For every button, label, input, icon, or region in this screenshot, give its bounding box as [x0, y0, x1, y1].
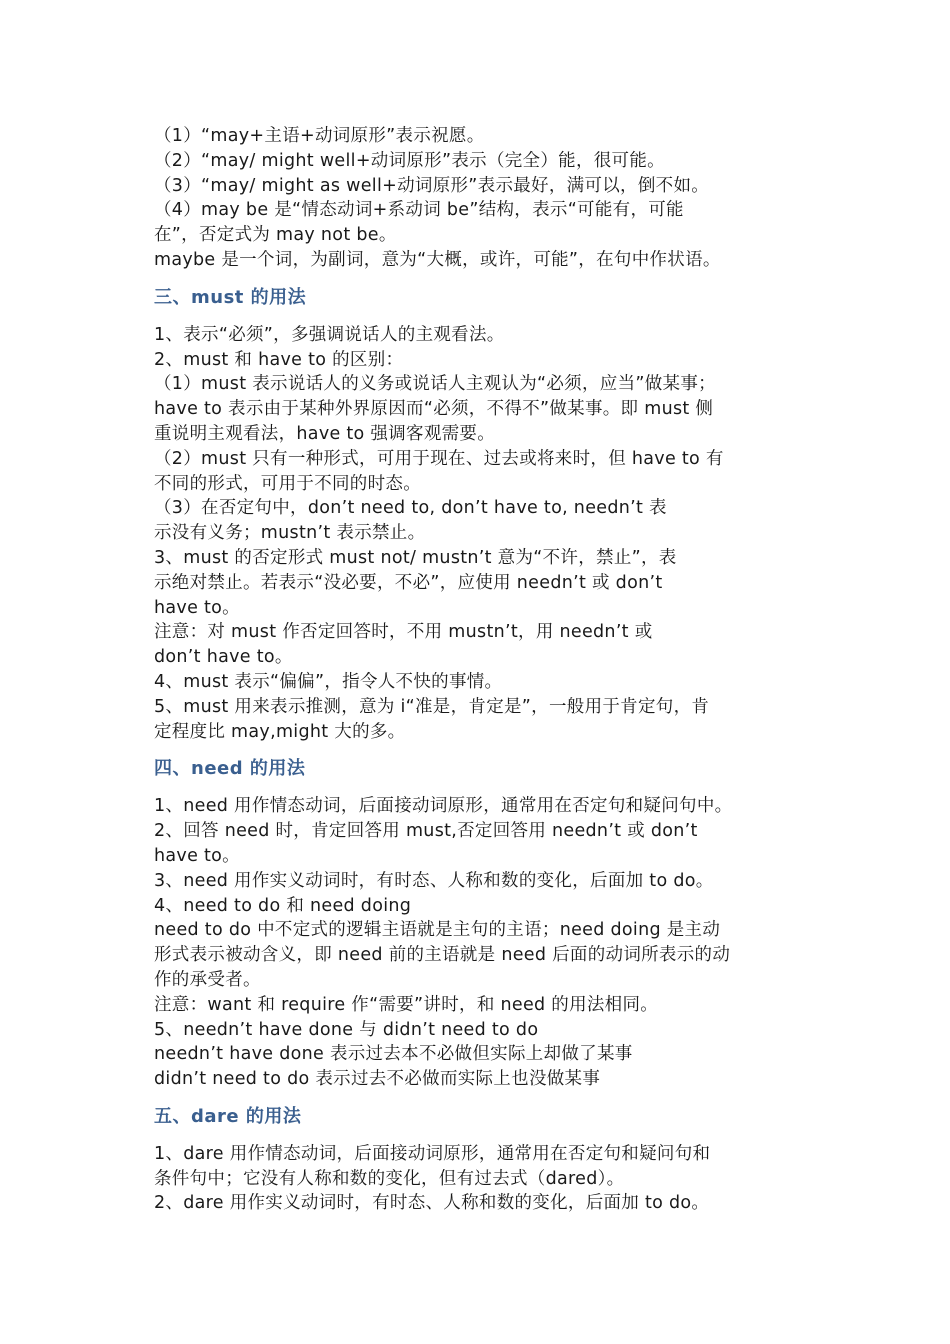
text-line: （2）“may/ might well+动词原形”表示（完全）能，很可能。: [154, 150, 665, 171]
text-line: have to。: [154, 845, 240, 866]
intro-block: [154, 124, 804, 273]
text-line: （2）must 只有一种形式，可用于现在、过去或将来时，但 have to 有: [154, 448, 724, 469]
section-dare: [154, 1105, 804, 1216]
text-line: don’t have to。: [154, 647, 293, 668]
text-line: 5、must 用来表示推测，意为 i“准是，肯定是”，一般用于肯定句，肯: [154, 696, 710, 717]
text-line: have to 表示由于某种外界原因而“必须，不得不”做某事。即 must 侧: [154, 399, 714, 420]
section-heading: 五、dare 的用法: [154, 1105, 302, 1127]
text-line: need to do 中不定式的逻辑主语就是主句的主语；need doing 是主动: [154, 920, 721, 941]
text-line: needn’t have done 表示过去本不必做但实际上却做了某事: [154, 1044, 633, 1065]
text-line: have to。: [154, 597, 240, 618]
text-line: 注意：want 和 require 作“需要”讲时，和 need 的用法相同。: [154, 994, 659, 1015]
text-line: 3、need 用作实义动词时，有时态、人称和数的变化，后面加 to do。: [154, 870, 714, 891]
section-need: [154, 757, 804, 1092]
text-line: （3）在否定句中，don’t need to, don’t have to, needn’t 表: [154, 498, 667, 519]
text-line: 在”，否定式为 may not be。: [154, 225, 397, 246]
text-line: 2、dare 用作实义动词时，有时态、人称和数的变化，后面加 to do。: [154, 1193, 710, 1214]
text-line: 4、need to do 和 need doing: [154, 895, 412, 916]
text-line: 注意：对 must 作否定回答时，不用 mustn’t，用 needn’t 或: [154, 622, 653, 643]
section-heading: 三、must 的用法: [154, 286, 307, 308]
text-line: 条件句中；它没有人称和数的变化，但有过去式（dared）。: [154, 1168, 625, 1189]
text-line: 4、must 表示“偏偏”，指令人不快的事情。: [154, 671, 503, 692]
text-line: 2、回答 need 时，肯定回答用 must,否定回答用 needn’t 或 don’t: [154, 821, 698, 842]
text-line: 形式表示被动含义，即 need 前的主语就是 need 后面的动词所表示的动: [154, 945, 731, 966]
text-line: 不同的形式，可用于不同的时态。: [154, 473, 421, 494]
text-line: 重说明主观看法，have to 强调客观需要。: [154, 423, 496, 444]
text-line: （1）“may+主语+动词原形”表示祝愿。: [154, 126, 485, 146]
text-line: 1、dare 用作情态动词，后面接动词原形，通常用在否定句和疑问句和: [154, 1143, 711, 1164]
text-line: 2、must 和 have to 的区别：: [154, 349, 404, 370]
text-line: （4）may be 是“情态动词+系动词 be”结构，表示“可能有，可能: [154, 200, 684, 221]
text-line: 示没有义务；mustn’t 表示禁止。: [154, 523, 426, 544]
text-line: 定程度比 may,might 大的多。: [154, 721, 406, 742]
section-must: [154, 286, 804, 745]
text-line: 3、must 的否定形式 must not/ mustn’t 意为“不许，禁止”，表: [154, 547, 677, 568]
text-line: 示绝对禁止。若表示“没必要，不必”，应使用 needn’t 或 don’t: [154, 572, 663, 593]
text-line: 5、needn’t have done 与 didn’t need to do: [154, 1019, 539, 1040]
text-line: 作的承受者。: [154, 969, 261, 990]
section-heading: 四、need 的用法: [154, 758, 306, 780]
text-line: （3）“may/ might as well+动词原形”表示最好，满可以，倒不如。: [154, 175, 710, 196]
text-line: 1、表示“必须”，多强调说话人的主观看法。: [154, 324, 505, 345]
text-line: 1、need 用作情态动词，后面接动词原形，通常用在否定句和疑问句中。: [154, 796, 733, 817]
text-line: maybe 是一个词，为副词，意为“大概，或许，可能”，在句中作状语。: [154, 249, 721, 270]
text-line: didn’t need to do 表示过去不必做而实际上也没做某事: [154, 1069, 601, 1090]
document-page: [154, 124, 804, 1216]
text-line: （1）must 表示说话人的义务或说话人主观认为“必须，应当”做某事；: [154, 374, 716, 395]
